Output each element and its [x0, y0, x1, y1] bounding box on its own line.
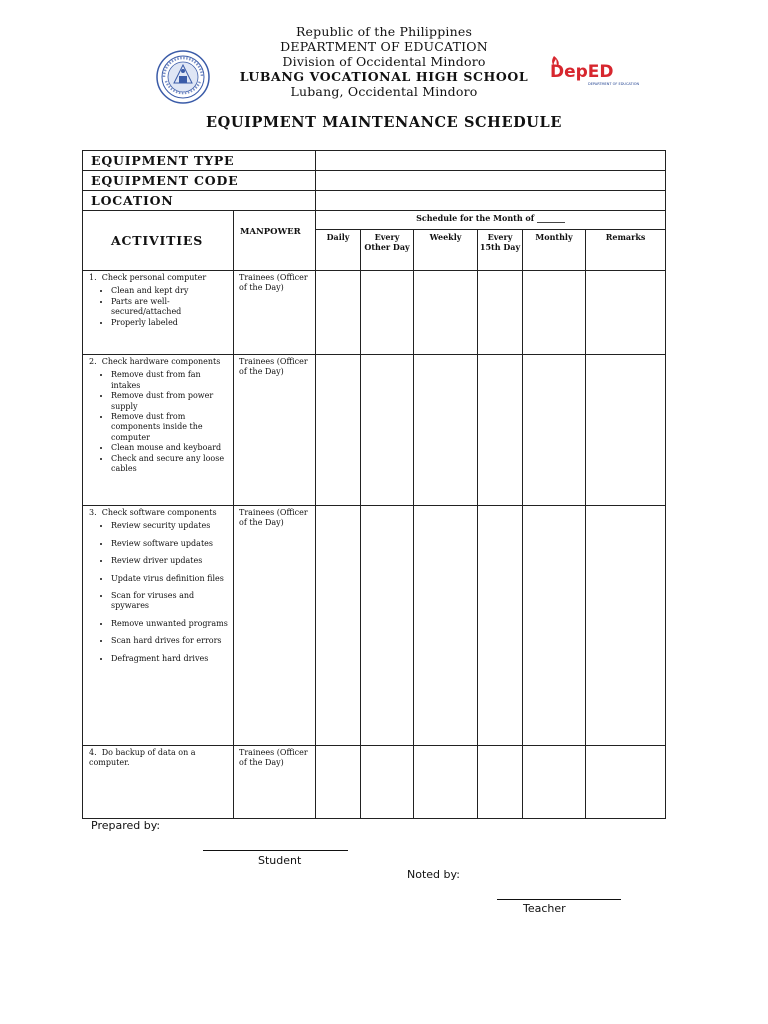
activity-title: Check software components — [101, 508, 217, 517]
schedule-cell-every-15th-day[interactable] — [478, 506, 523, 746]
republic-line: Republic of the Philippines — [295, 24, 473, 39]
list-item: • Properly labeled — [111, 318, 231, 328]
activities-header: ACTIVITIES — [83, 211, 234, 271]
schedule-cell-daily[interactable] — [316, 355, 361, 506]
activity-number: 1. — [89, 273, 97, 282]
list-item: • Scan hard drives for errors — [111, 636, 231, 646]
activity-cell — [83, 746, 234, 819]
list-item: • Parts are well-secured/attached — [111, 297, 231, 318]
schedule-cell-every-other-day[interactable] — [361, 746, 414, 819]
col-weekly: Weekly — [414, 230, 478, 271]
schedule-header-row — [83, 211, 666, 230]
col-every-15th-day: Every 15th Day — [478, 230, 523, 271]
location-label: LOCATION — [83, 191, 316, 211]
schedule-cell-daily[interactable] — [316, 506, 361, 746]
activity-row — [83, 271, 666, 355]
list-item: • Review driver updates — [111, 556, 231, 566]
schedule-cell-weekly[interactable] — [414, 746, 478, 819]
equipment-code-row — [83, 171, 666, 191]
activity-cell — [83, 355, 234, 506]
schedule-cell-remarks[interactable] — [586, 506, 666, 746]
schedule-cell-daily[interactable] — [316, 271, 361, 355]
col-monthly: Monthly — [523, 230, 586, 271]
list-item: • Clean mouse and keyboard — [111, 443, 231, 453]
division-line: Division of Occidental Mindoro — [282, 54, 486, 69]
schedule-cell-every-15th-day[interactable] — [478, 271, 523, 355]
schedule-cell-remarks[interactable] — [586, 271, 666, 355]
teacher-label: Teacher — [523, 902, 566, 915]
schedule-cell-remarks[interactable] — [586, 746, 666, 819]
list-item: • Scan for viruses and spywares — [111, 591, 231, 612]
list-item: • Defragment hard drives — [111, 654, 231, 664]
schedule-cell-every-15th-day[interactable] — [478, 746, 523, 819]
location-row — [83, 191, 666, 211]
col-daily: Daily — [316, 230, 361, 271]
school-name: LUBANG VOCATIONAL HIGH SCHOOL — [239, 69, 529, 84]
activity-number: 3. — [89, 508, 97, 517]
equipment-type-field[interactable] — [316, 151, 666, 171]
manpower-header: MANPOWER — [234, 211, 316, 271]
list-item: • Remove unwanted programs — [111, 619, 231, 629]
activity-row — [83, 746, 666, 819]
activity-title: Check personal computer — [101, 273, 207, 282]
equipment-type-row — [83, 151, 666, 171]
teacher-signature-line[interactable] — [497, 899, 621, 900]
department-line: DEPARTMENT OF EDUCATION — [280, 39, 488, 54]
schedule-cell-weekly[interactable] — [414, 271, 478, 355]
schedule-cell-monthly[interactable] — [523, 506, 586, 746]
equipment-code-field[interactable] — [316, 171, 666, 191]
deped-logo — [548, 52, 640, 88]
list-item: • Clean and kept dry — [111, 286, 231, 296]
activity-number: 4. — [89, 748, 97, 757]
schedule-cell-every-other-day[interactable] — [361, 271, 414, 355]
maintenance-schedule-table — [82, 150, 666, 819]
schedule-cell-weekly[interactable] — [414, 355, 478, 506]
col-remarks: Remarks — [586, 230, 666, 271]
schedule-cell-every-other-day[interactable] — [361, 355, 414, 506]
activity-cell — [83, 506, 234, 746]
equipment-type-label: EQUIPMENT TYPE — [83, 151, 316, 171]
list-item: • Review software updates — [111, 539, 231, 549]
list-item: • Review security updates — [111, 521, 231, 531]
prepared-by-label: Prepared by: — [91, 819, 161, 832]
list-item: • Remove dust from power supply — [111, 391, 231, 412]
list-item: • Remove dust from fan intakes — [111, 370, 231, 391]
schedule-cell-remarks[interactable] — [586, 355, 666, 506]
activity-row — [83, 506, 666, 746]
schedule-cell-monthly[interactable] — [523, 271, 586, 355]
activity-number: 2. — [89, 357, 97, 366]
address-line: Lubang, Occidental Mindoro — [290, 84, 478, 99]
activity-title: Do backup of data on a computer. — [89, 748, 196, 768]
schedule-cell-weekly[interactable] — [414, 506, 478, 746]
location-field[interactable] — [316, 191, 666, 211]
activity-title: Check hardware components — [101, 357, 221, 366]
activity-checklist — [89, 370, 231, 474]
list-item: • Check and secure any loose cables — [111, 454, 231, 475]
activity-checklist — [89, 521, 231, 664]
schedule-cell-daily[interactable] — [316, 746, 361, 819]
schedule-cell-every-other-day[interactable] — [361, 506, 414, 746]
col-every-other-day: Every Other Day — [361, 230, 414, 271]
manpower-cell: Trainees (Officer of the Day) — [234, 355, 316, 506]
activity-cell — [83, 271, 234, 355]
manpower-cell: Trainees (Officer of the Day) — [234, 271, 316, 355]
schedule-cell-monthly[interactable] — [523, 355, 586, 506]
equipment-code-label: EQUIPMENT CODE — [83, 171, 316, 191]
student-signature-line[interactable] — [203, 850, 348, 851]
activity-row — [83, 355, 666, 506]
student-label: Student — [258, 854, 302, 867]
manpower-cell: Trainees (Officer of the Day) — [234, 506, 316, 746]
svg-text:DepED: DepED — [550, 62, 614, 82]
list-item: • Remove dust from components inside the computer — [111, 412, 231, 443]
schedule-cell-monthly[interactable] — [523, 746, 586, 819]
noted-by-label: Noted by: — [407, 868, 460, 881]
activity-checklist — [89, 286, 231, 328]
svg-text:DEPARTMENT OF EDUCATION: DEPARTMENT OF EDUCATION — [588, 82, 640, 86]
schedule-cell-every-15th-day[interactable] — [478, 355, 523, 506]
manpower-cell: Trainees (Officer of the Day) — [234, 746, 316, 819]
schedule-month-header: Schedule for the Month of _______ — [316, 211, 666, 230]
document-title: EQUIPMENT MAINTENANCE SCHEDULE — [205, 114, 563, 131]
list-item: • Update virus definition files — [111, 574, 231, 584]
letterhead — [0, 24, 768, 99]
